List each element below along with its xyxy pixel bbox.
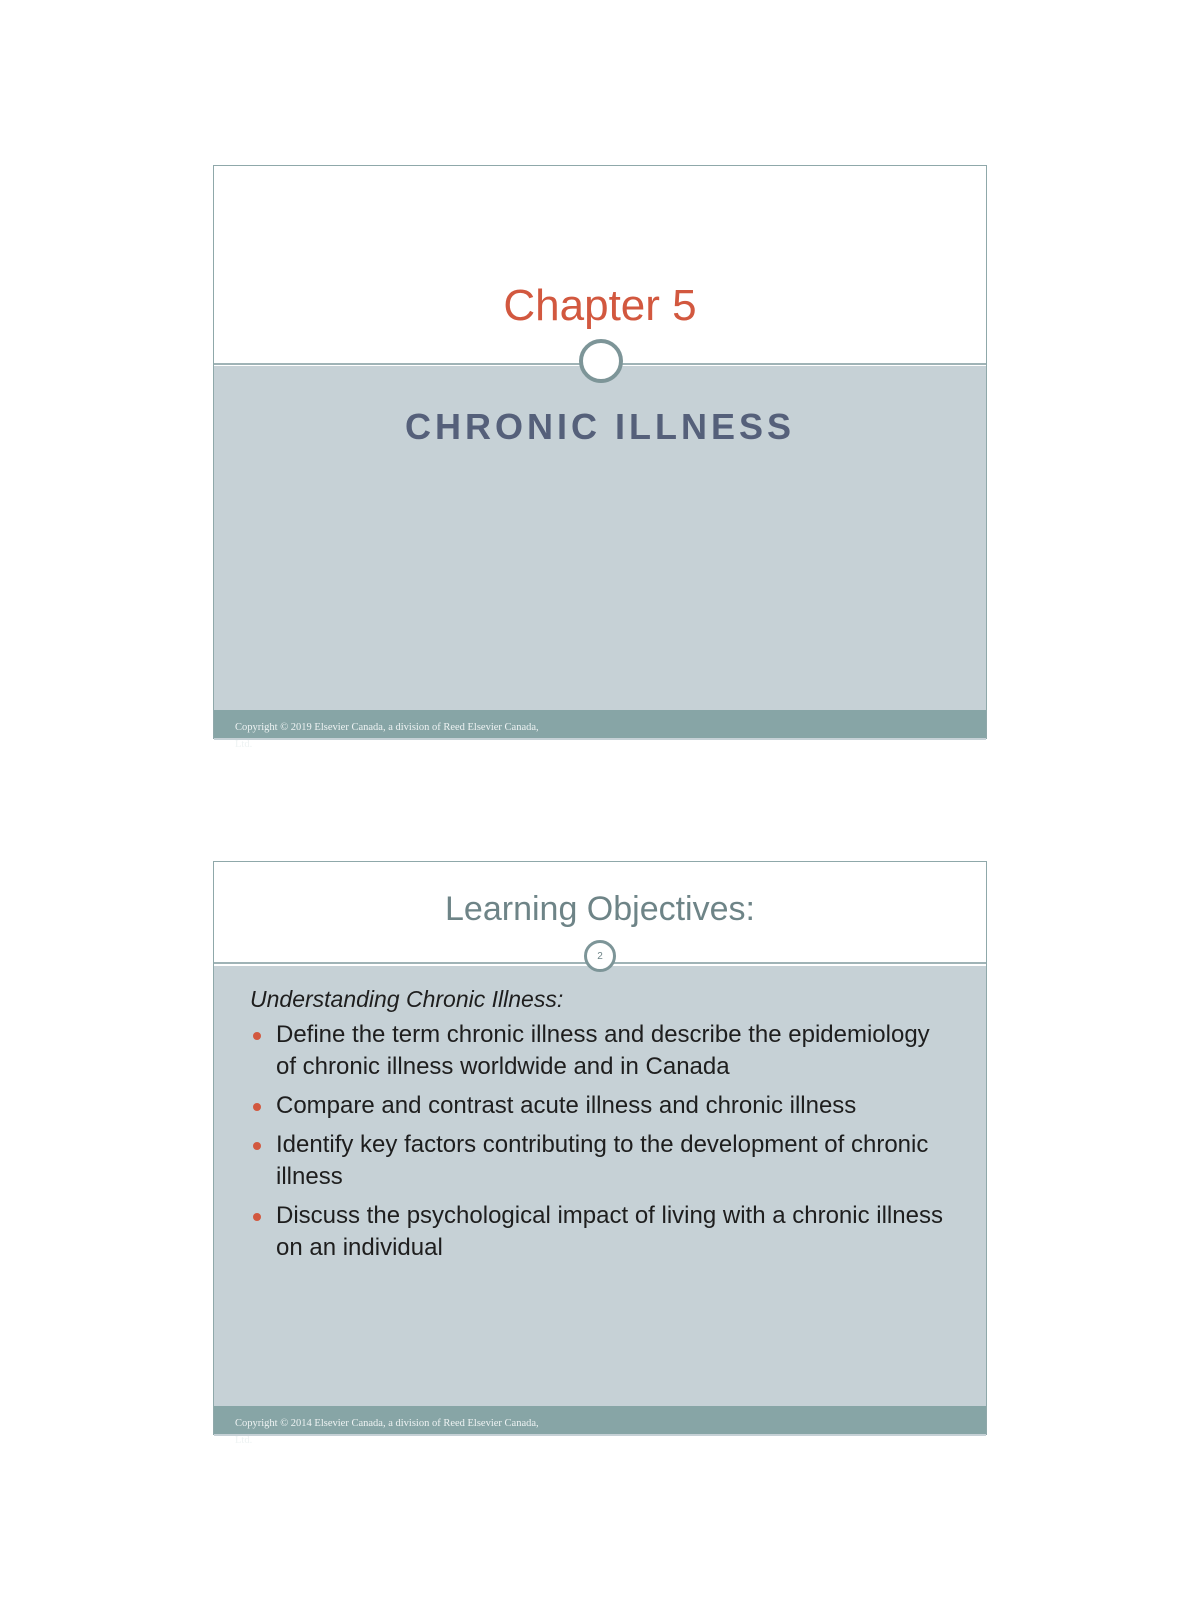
objective-text: Discuss the psychological impact of living with a chronic illness on an individual (276, 1202, 943, 1261)
slide-title: Learning Objectives: (445, 890, 755, 928)
section-heading: Understanding Chronic Illness: (250, 986, 564, 1012)
objective-item (250, 1129, 950, 1193)
copyright-footer: Copyright © 2019 Elsevier Canada, a division of Reed Elsevier Canada, Ltd. (235, 722, 539, 750)
chapter-subtitle: CHRONIC ILLNESS (404, 406, 795, 447)
objective-item (250, 1019, 950, 1083)
objective-text: Define the term chronic illness and describe the epidemiology of chronic illness worldwide and in Canada (276, 1021, 930, 1080)
slide-number-badge: 2 (584, 940, 616, 972)
objectives-content (250, 986, 950, 1271)
bullet-dot-icon (253, 1213, 261, 1221)
chapter-title: Chapter 5 (503, 281, 697, 330)
bullet-dot-icon (253, 1142, 261, 1150)
ring-ornament-icon (579, 339, 623, 383)
copyright-footer: Copyright © 2014 Elsevier Canada, a division of Reed Elsevier Canada, Ltd. (235, 1418, 539, 1446)
bullet-dot-icon (253, 1032, 261, 1040)
slide-2 (213, 861, 987, 1446)
slide-1 (213, 165, 987, 750)
footer-band (214, 1406, 986, 1446)
slide-header-area (214, 166, 986, 366)
objective-item (250, 1090, 950, 1122)
objective-item (250, 1200, 950, 1264)
bullet-dot-icon (253, 1103, 261, 1111)
footer-band (214, 710, 986, 750)
objective-text: Identify key factors contributing to the development of chronic illness (276, 1131, 929, 1190)
objectives-list (250, 1019, 950, 1264)
objective-text: Compare and contrast acute illness and chronic illness (276, 1092, 857, 1119)
